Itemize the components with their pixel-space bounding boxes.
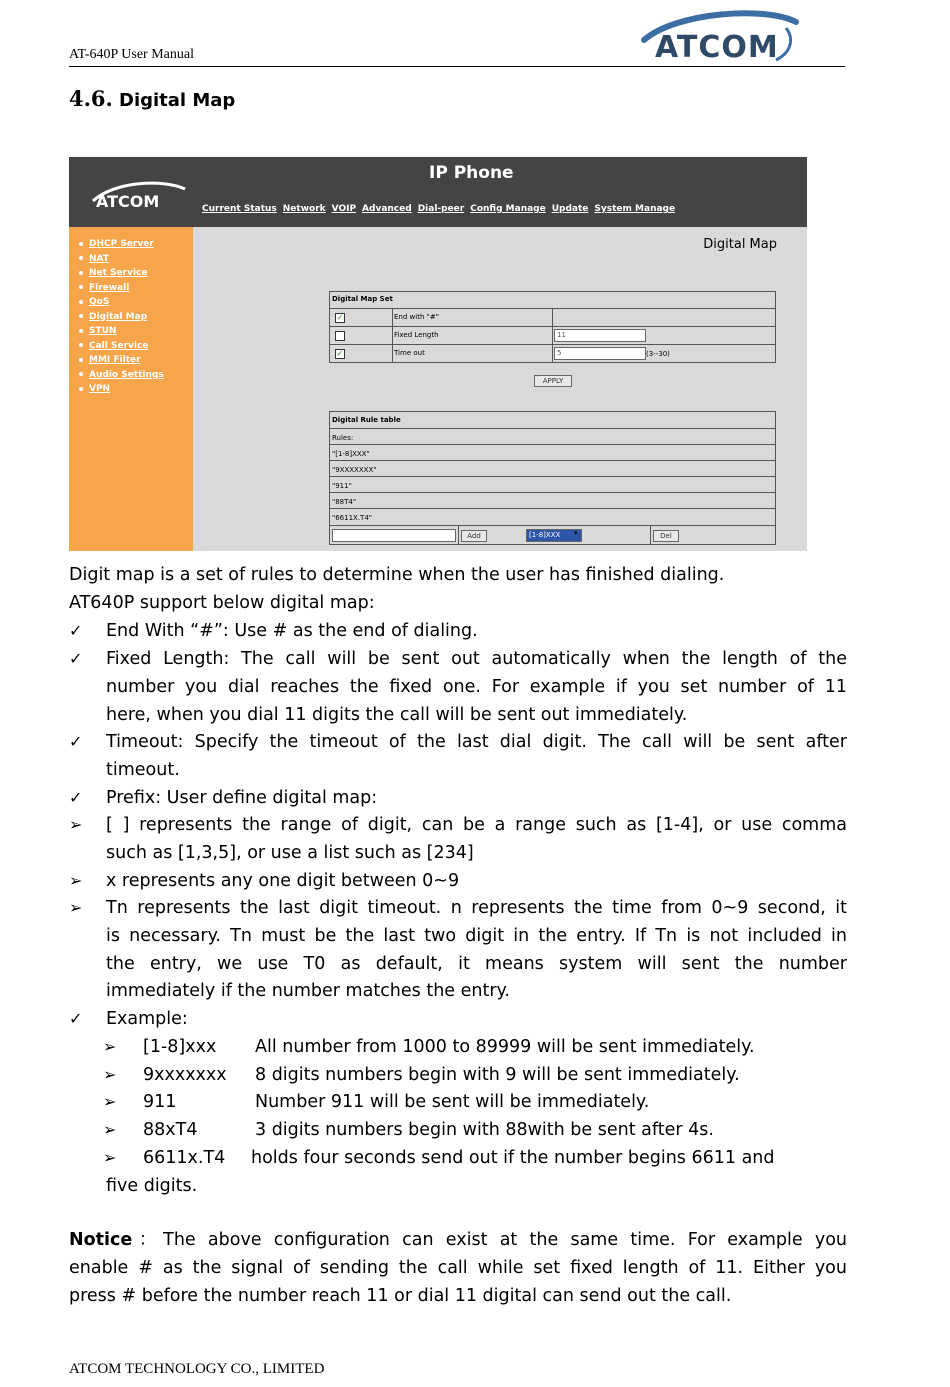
arrow-bullet-icon: ➢	[103, 1037, 117, 1056]
arrow-bullet-icon: ➢	[69, 898, 83, 917]
example-label: Example:	[106, 1009, 188, 1029]
nav-voip[interactable]: VOIP	[331, 204, 357, 214]
timeout-checkbox[interactable]: ✓	[336, 349, 344, 358]
notice-line-2: enable # as the signal of sending the call while set fixed length of 11. Either you	[69, 1258, 847, 1278]
arrow-bullet-icon: ➢	[69, 815, 83, 834]
nav-dial-peer[interactable]: Dial-peer	[417, 204, 465, 214]
sidebar-item-call-service[interactable]: Call Service	[79, 339, 193, 354]
example-code: [1-8]xxx	[143, 1037, 217, 1057]
shot-main	[193, 227, 807, 551]
rule-row[interactable]	[330, 508, 775, 526]
prefix-text: Prefix: User define digital map:	[106, 788, 378, 808]
timeout-input[interactable]: 5	[554, 347, 646, 360]
fixed-length-line-2: number you dial reaches the fixed one. For example if you set number of 11	[106, 677, 847, 697]
rule-table-heading: Digital Rule table	[332, 416, 401, 424]
shot-title: IP Phone	[429, 163, 514, 183]
rule-select[interactable]: [1-8]XXX	[526, 529, 582, 542]
rule-input[interactable]	[332, 529, 456, 542]
notice-text: ：The above configuration can exist at the same time. For example you	[132, 1230, 847, 1250]
digital-rule-table	[329, 411, 776, 545]
nav-advanced[interactable]: Advanced	[362, 204, 412, 214]
fixed-length-label: Fixed Length	[394, 331, 439, 339]
shot-sidebar	[69, 227, 193, 551]
timeout-line-2: timeout.	[106, 760, 180, 780]
example-code: 9xxxxxxx	[143, 1065, 227, 1085]
chevron-down-icon[interactable]: ▾	[574, 529, 578, 537]
sidebar-item-dhcp[interactable]: DHCP Server	[79, 237, 193, 252]
timeout-label: Time out	[394, 349, 425, 357]
check-icon: ✓	[69, 788, 83, 807]
arrow-bullet-icon: ➢	[103, 1148, 117, 1167]
rule-text: "[1-8]XXX"	[332, 450, 370, 458]
sidebar-item-net-service[interactable]: Net Service	[79, 266, 193, 281]
nav-config-manage[interactable]: Config Manage	[470, 204, 546, 214]
ip-phone-screenshot	[69, 157, 807, 551]
sidebar-item-mmi-filter[interactable]: MMI Filter	[79, 353, 193, 368]
shot-page-title: Digital Map	[703, 237, 777, 252]
example-desc: 3 digits numbers begin with 88with be sent after 4s.	[255, 1120, 714, 1140]
fixed-length-input[interactable]: 11	[554, 329, 646, 342]
example-desc: Number 911 will be sent will be immediately.	[255, 1092, 650, 1112]
arrow-bullet-icon: ➢	[69, 871, 83, 890]
fixed-length-line-3: here, when you dial 11 digits the call will be sent out immediately.	[106, 705, 688, 725]
x-desc: x represents any one digit between 0~9	[106, 871, 460, 891]
notice-line-3: press # before the number reach 11 or dial 11 digital can send out the call.	[69, 1286, 732, 1306]
sidebar-item-audio-settings[interactable]: Audio Settings	[79, 368, 193, 383]
rule-text: "88T4"	[332, 498, 357, 506]
shot-logo-text: ATCOM	[96, 192, 160, 211]
map-row-end-with	[330, 308, 775, 326]
example-code: 6611x.T4	[143, 1148, 226, 1168]
intro-line-1: Digit map is a set of rules to determine when the user has finished dialing.	[69, 565, 725, 585]
sidebar-item-nat[interactable]: NAT	[79, 252, 193, 267]
delete-rule-button[interactable]: Del	[653, 530, 679, 542]
map-row-timeout	[330, 344, 775, 362]
add-rule-button[interactable]: Add	[461, 530, 487, 542]
end-with-label: End with "#"	[394, 313, 439, 321]
check-icon: ✓	[69, 649, 83, 668]
notice-line-1	[69, 1226, 847, 1254]
nav-system-manage[interactable]: System Manage	[594, 204, 676, 214]
fixed-length-line-1: Fixed Length: The call will be sent out automatically when the length of the	[106, 649, 847, 669]
tn-line-1: Tn represents the last digit timeout. n represents the time from 0~9 second, it	[106, 898, 847, 918]
end-with-checkbox[interactable]: ✓	[336, 313, 344, 322]
section-title: Digital Map	[119, 90, 236, 111]
manual-title: AT-640P User Manual	[69, 47, 194, 62]
intro-line-2: AT640P support below digital map:	[69, 593, 375, 613]
check-icon: ✓	[69, 621, 83, 640]
sidebar-item-vpn[interactable]: VPN	[79, 382, 193, 397]
range-line-2: such as [1,3,5], or use a list such as [234]	[106, 843, 474, 863]
example-code: 911	[143, 1092, 177, 1112]
example-desc: All number from 1000 to 89999 will be sent immediately.	[255, 1037, 755, 1057]
rule-text: "9XXXXXXX"	[332, 466, 377, 474]
arrow-bullet-icon: ➢	[103, 1120, 117, 1139]
example-tail: five digits.	[106, 1176, 198, 1196]
example-desc: holds four seconds send out if the number begins 6611 and	[251, 1148, 775, 1168]
digital-map-set-panel	[329, 291, 776, 363]
notice-label: Notice	[69, 1230, 133, 1250]
web-header	[69, 157, 807, 227]
rule-text: "911"	[332, 482, 352, 490]
arrow-bullet-icon: ➢	[103, 1092, 117, 1111]
nav-update[interactable]: Update	[551, 204, 589, 214]
section-number: 4.6.	[69, 86, 113, 111]
sidebar-item-digital-map[interactable]: Digital Map	[79, 310, 193, 325]
rules-label: Rules:	[332, 434, 354, 442]
sidebar-item-stun[interactable]: STUN	[79, 324, 193, 339]
example-code: 88xT4	[143, 1120, 198, 1140]
timeout-hint: (3--30)	[646, 350, 670, 358]
example-desc: 8 digits numbers begin with 9 will be sent immediately.	[255, 1065, 740, 1085]
tn-line-4: immediately if the number matches the entry.	[106, 981, 510, 1001]
nav-network[interactable]: Network	[282, 204, 326, 214]
sidebar-item-qos[interactable]: QoS	[79, 295, 193, 310]
footer-company: ATCOM TECHNOLOGY CO., LIMITED	[69, 1361, 325, 1377]
apply-button[interactable]: APPLY	[534, 375, 572, 387]
rule-controls-row	[330, 525, 775, 544]
range-line-1: [ ] represents the range of digit, can be a range such as [1-4], or use comma	[106, 815, 847, 835]
tn-line-2: is necessary. Tn must be the last two digit in the entry. If Tn is not included in	[106, 926, 847, 946]
timeout-line-1: Timeout: Specify the timeout of the last dial digit. The call will be sent after	[106, 732, 847, 752]
end-with-text: End With “#”: Use # as the end of dialing.	[106, 621, 478, 641]
header-rule	[69, 66, 845, 67]
shot-nav	[202, 204, 675, 214]
nav-current-status[interactable]: Current Status	[202, 204, 277, 214]
check-icon: ✓	[69, 732, 83, 751]
map-row-fixed-length	[330, 326, 775, 344]
map-set-heading: Digital Map Set	[332, 295, 393, 303]
fixed-length-checkbox[interactable]	[335, 331, 345, 341]
rule-text: "6611X.T4"	[332, 514, 373, 522]
sidebar-item-firewall[interactable]: Firewall	[79, 281, 193, 296]
check-icon: ✓	[69, 1009, 83, 1028]
tn-line-3: the entry, we use T0 as default, it means system will sent the number	[106, 954, 847, 974]
arrow-bullet-icon: ➢	[103, 1065, 117, 1084]
atcom-logo-text: ATCOM	[655, 30, 779, 65]
